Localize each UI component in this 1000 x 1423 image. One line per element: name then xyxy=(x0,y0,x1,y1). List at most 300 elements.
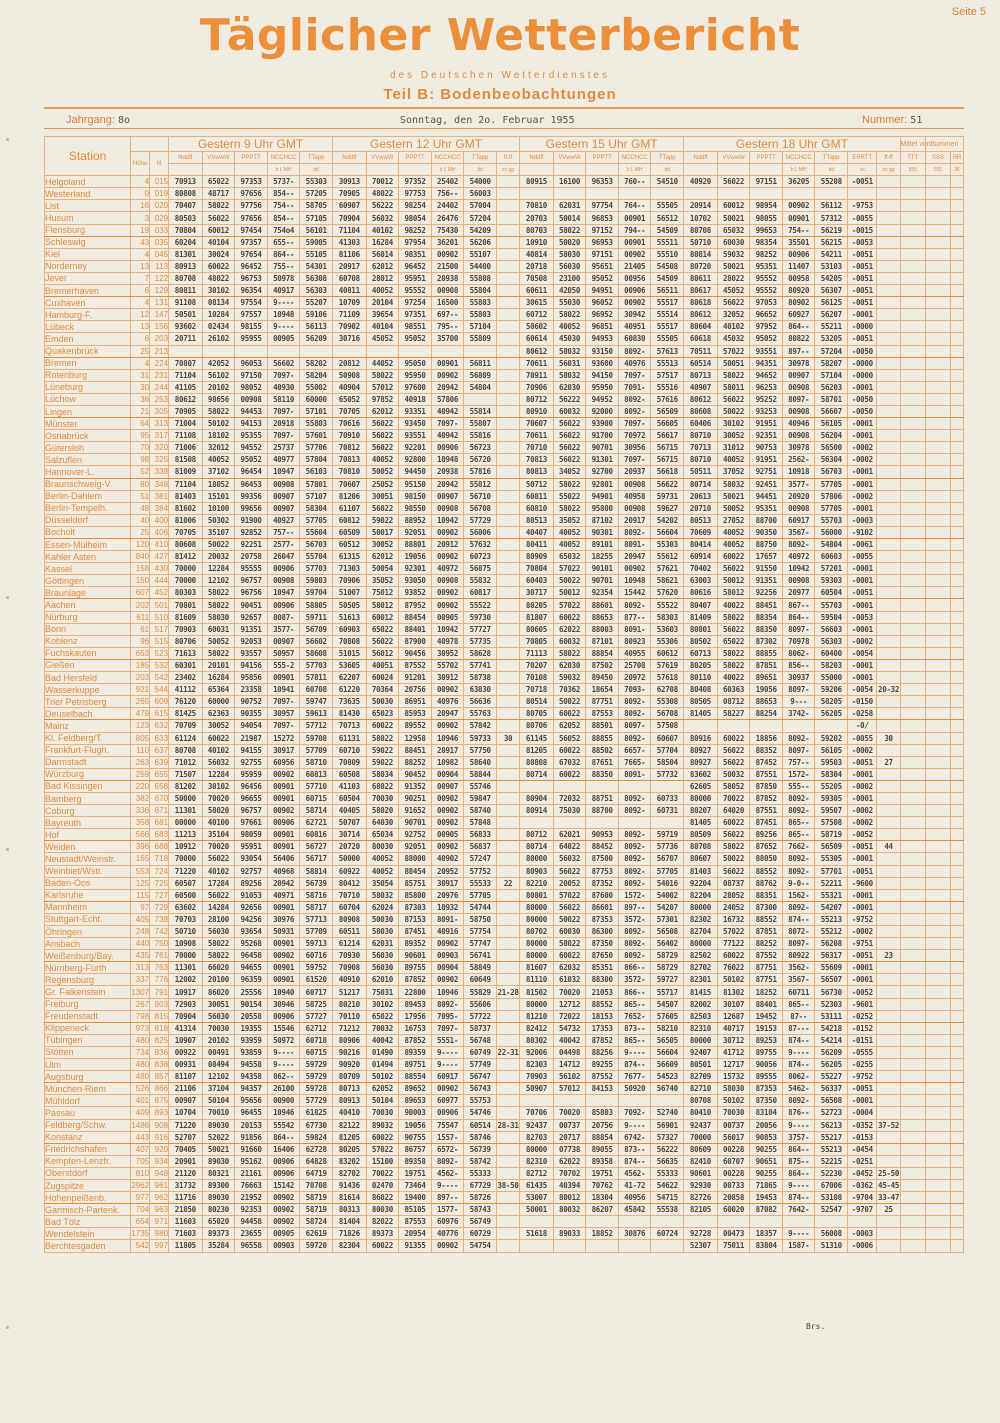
obs-cell xyxy=(496,369,519,381)
station-meta: 761 xyxy=(150,950,169,962)
obs-cell xyxy=(900,926,925,938)
obs-cell: 60504 xyxy=(815,587,848,599)
obs-cell: 57735 xyxy=(464,635,497,647)
obs-cell: 65022 xyxy=(717,635,750,647)
obs-cell: 97151 xyxy=(586,248,619,260)
obs-cell: 30051 xyxy=(202,998,235,1010)
obs-cell: 64020 xyxy=(717,805,750,817)
obs-cell: 94451 xyxy=(750,490,783,502)
obs-cell: 40951 xyxy=(618,321,651,333)
obs-cell: 56603 xyxy=(815,623,848,635)
obs-cell: 87--- xyxy=(782,1022,815,1034)
obs-cell: 8092- xyxy=(782,1095,815,1107)
obs-cell: 8092- xyxy=(782,901,815,913)
obs-cell: 57754 xyxy=(464,926,497,938)
obs-cell: 55030 xyxy=(553,297,586,309)
obs-cell: 10704 xyxy=(169,1107,203,1119)
obs-cell: 98354 xyxy=(750,236,783,248)
obs-cell: 80205 xyxy=(684,659,718,671)
col-sub-unit: h L MH xyxy=(267,164,300,176)
obs-cell: 60022 xyxy=(553,744,586,756)
obs-cell: 53103 xyxy=(815,260,848,272)
col-sub-unit: h L MH xyxy=(618,164,651,176)
obs-cell: 40972 xyxy=(782,551,815,563)
obs-cell: 89652 xyxy=(399,1083,432,1095)
obs-cell xyxy=(951,1071,964,1083)
table-row xyxy=(45,901,964,913)
obs-cell xyxy=(877,986,900,998)
obs-cell: 87552 xyxy=(586,1071,619,1083)
obs-cell: 16753 xyxy=(399,1022,432,1034)
obs-cell xyxy=(877,962,900,974)
obs-cell: 7097- xyxy=(267,369,300,381)
obs-cell: 81107 xyxy=(169,1071,203,1083)
obs-cell: 80207 xyxy=(684,805,718,817)
station-meta: 655 xyxy=(150,768,169,780)
obs-cell: 50972 xyxy=(267,1034,300,1046)
obs-cell: 30102 xyxy=(202,285,235,297)
obs-cell xyxy=(553,780,586,792)
obs-cell: -0001 xyxy=(848,853,877,865)
table-row xyxy=(45,333,964,345)
obs-cell: 80702 xyxy=(520,926,554,938)
obs-cell: 59728 xyxy=(300,1083,333,1095)
station-meta: 553 xyxy=(131,865,150,877)
obs-cell: 90701 xyxy=(586,575,619,587)
obs-cell: 50931 xyxy=(267,926,300,938)
obs-cell: 55207 xyxy=(300,297,333,309)
obs-cell: 57706 xyxy=(300,442,333,454)
obs-cell: 70022 xyxy=(717,792,750,804)
obs-cell: 93150 xyxy=(586,345,619,357)
station-meta: 681 xyxy=(150,817,169,829)
table-row xyxy=(45,1059,964,1071)
obs-cell: 00901 xyxy=(267,901,300,913)
station-meta: 815 xyxy=(150,1010,169,1022)
obs-cell xyxy=(877,236,900,248)
obs-cell: 40022 xyxy=(717,599,750,611)
obs-cell: 56304 xyxy=(815,454,848,466)
obs-cell: 757-- xyxy=(782,756,815,768)
obs-cell xyxy=(496,478,519,490)
station-meta: 542 xyxy=(150,672,169,684)
obs-cell: 98254 xyxy=(399,200,432,212)
obs-cell: 80920 xyxy=(782,285,815,297)
obs-cell xyxy=(925,442,950,454)
obs-cell: -0001 xyxy=(848,792,877,804)
block-12-gmt: Gestern 12 Uhr GMT xyxy=(333,137,520,152)
obs-cell: 57741 xyxy=(464,659,497,671)
obs-cell: 14284 xyxy=(202,901,235,913)
obs-cell: 862-- xyxy=(267,1071,300,1083)
obs-cell: 48022 xyxy=(366,188,399,200)
obs-cell: 54509 xyxy=(651,272,684,284)
station-meta: 338 xyxy=(150,466,169,478)
obs-cell: 87651 xyxy=(586,756,619,768)
obs-cell: 86951 xyxy=(399,696,432,708)
obs-cell xyxy=(925,926,950,938)
obs-cell: 40102 xyxy=(366,224,399,236)
obs-cell: 58844 xyxy=(464,768,497,780)
obs-cell: 873-- xyxy=(618,1022,651,1034)
station-meta: 98 xyxy=(131,454,150,466)
obs-cell: 58227 xyxy=(717,708,750,720)
station-name: Mühldorf xyxy=(45,1095,131,1107)
station-name: Münster xyxy=(45,418,131,430)
obs-cell xyxy=(900,1095,925,1107)
obs-cell: 60607 xyxy=(651,732,684,744)
obs-cell xyxy=(877,1240,900,1252)
obs-cell: 54002 xyxy=(651,889,684,901)
station-meta: 791 xyxy=(150,986,169,998)
obs-cell: 90251 xyxy=(399,792,432,804)
obs-cell xyxy=(951,1167,964,1179)
obs-cell xyxy=(925,635,950,647)
obs-cell: 81202 xyxy=(169,780,203,792)
obs-cell xyxy=(618,1240,651,1252)
obs-cell xyxy=(951,1010,964,1022)
obs-cell: 63830 xyxy=(464,684,497,696)
obs-cell: 56012 xyxy=(366,647,399,659)
obs-cell: 3567- xyxy=(782,526,815,538)
obs-cell: 874-- xyxy=(618,1155,651,1167)
obs-cell: 10910 xyxy=(520,236,554,248)
station-meta: 542 xyxy=(131,1240,150,1252)
obs-cell: 50020 xyxy=(553,236,586,248)
obs-cell: 00908 xyxy=(431,285,464,297)
obs-cell: 55803 xyxy=(464,297,497,309)
station-name: Gießen xyxy=(45,659,131,671)
obs-cell: 80030 xyxy=(366,1204,399,1216)
obs-cell: 90651 xyxy=(750,1155,783,1167)
col-sub: TTT xyxy=(900,152,925,164)
station-meta: 738 xyxy=(150,913,169,925)
obs-cell: -0051 xyxy=(848,272,877,284)
obs-cell: 56617 xyxy=(651,430,684,442)
obs-cell: 87353 xyxy=(586,913,619,925)
obs-cell: 80611 xyxy=(684,272,718,284)
obs-cell xyxy=(496,913,519,925)
obs-cell: 89030 xyxy=(202,1192,235,1204)
table-row xyxy=(45,405,964,417)
obs-cell: 80303 xyxy=(169,587,203,599)
obs-cell xyxy=(877,792,900,804)
obs-cell xyxy=(496,1034,519,1046)
obs-cell xyxy=(925,732,950,744)
obs-cell: 40942 xyxy=(431,430,464,442)
station-meta: 688 xyxy=(150,841,169,853)
obs-cell: -0/ xyxy=(848,720,877,732)
obs-cell: 00908 xyxy=(782,430,815,442)
table-row xyxy=(45,297,964,309)
obs-cell: 59032 xyxy=(717,248,750,260)
obs-cell: 1557- xyxy=(431,1131,464,1143)
obs-cell: 58714 xyxy=(300,805,333,817)
obs-cell xyxy=(951,309,964,321)
obs-cell: 30052 xyxy=(202,720,235,732)
obs-cell: 64022 xyxy=(553,841,586,853)
obs-cell: 8092- xyxy=(431,998,464,1010)
obs-cell: 91351 xyxy=(750,575,783,587)
obs-cell: 56022 xyxy=(366,635,399,647)
obs-cell: 50957 xyxy=(267,647,300,659)
obs-cell: 80414 xyxy=(684,539,718,551)
obs-cell: 10940 xyxy=(267,986,300,998)
obs-cell: 31012 xyxy=(717,442,750,454)
obs-cell: 00901 xyxy=(618,212,651,224)
obs-cell: 50017 xyxy=(366,526,399,538)
obs-cell: 80000 xyxy=(684,792,718,804)
obs-cell xyxy=(951,1034,964,1046)
obs-cell: 00906 xyxy=(267,1155,300,1167)
obs-cell: 40052 xyxy=(553,321,586,333)
obs-cell: 92051 xyxy=(399,841,432,853)
table-row xyxy=(45,466,964,478)
obs-cell: 00906 xyxy=(618,285,651,297)
station-meta: 893 xyxy=(150,1107,169,1119)
obs-cell: 56505 xyxy=(651,1034,684,1046)
obs-cell: 17956 xyxy=(399,1010,432,1022)
table-row xyxy=(45,1131,964,1143)
obs-cell: 92800 xyxy=(399,454,432,466)
obs-cell: 97557 xyxy=(235,309,268,321)
obs-cell: 87451 xyxy=(399,926,432,938)
obs-cell xyxy=(496,442,519,454)
obs-cell: 6742- xyxy=(618,1131,651,1143)
obs-cell: 88000 xyxy=(399,853,432,865)
obs-cell xyxy=(925,478,950,490)
obs-cell xyxy=(951,696,964,708)
obs-cell: 88451 xyxy=(750,599,783,611)
obs-cell: 866-- xyxy=(618,986,651,998)
obs-cell: 56809 xyxy=(464,369,497,381)
obs-cell: 18357 xyxy=(750,1228,783,1240)
obs-cell: 12712 xyxy=(553,998,586,1010)
table-row xyxy=(45,599,964,611)
obs-cell xyxy=(877,514,900,526)
obs-cell: 19453 xyxy=(750,1192,783,1204)
obs-cell xyxy=(496,1071,519,1083)
obs-cell: 00906 xyxy=(267,563,300,575)
obs-cell: 11407 xyxy=(782,260,815,272)
obs-cell: 10942 xyxy=(431,514,464,526)
obs-cell: 65034 xyxy=(366,829,399,841)
obs-cell: 87600 xyxy=(586,889,619,901)
obs-cell: 874-- xyxy=(782,913,815,925)
obs-cell: -0051 xyxy=(848,756,877,768)
obs-cell: 76663 xyxy=(235,1179,268,1191)
obs-cell: 45052 xyxy=(717,285,750,297)
obs-cell xyxy=(877,1046,900,1058)
obs-cell: 56605 xyxy=(651,418,684,430)
col-sub-unit xyxy=(520,164,554,176)
obs-cell: 54400 xyxy=(464,260,497,272)
obs-cell: 57022 xyxy=(717,926,750,938)
obs-cell: 7097- xyxy=(267,696,300,708)
report-date xyxy=(400,114,575,126)
obs-cell: 56604 xyxy=(651,526,684,538)
obs-cell xyxy=(900,1143,925,1155)
obs-cell: 83602 xyxy=(684,768,718,780)
obs-cell xyxy=(925,913,950,925)
obs-cell xyxy=(496,563,519,575)
obs-cell: 70813 xyxy=(520,454,554,466)
obs-cell: 50052 xyxy=(202,635,235,647)
obs-cell: 55227 xyxy=(815,1071,848,1083)
station-name: Zugspitze xyxy=(45,1179,131,1191)
obs-cell: 82022 xyxy=(366,1216,399,1228)
station-meta: 253 xyxy=(150,393,169,405)
table-row xyxy=(45,224,964,236)
obs-cell: 59708 xyxy=(300,732,333,744)
obs-cell: 93959 xyxy=(235,1034,268,1046)
obs-cell: 20901 xyxy=(169,1155,203,1167)
obs-cell xyxy=(900,1119,925,1131)
obs-cell: 18153 xyxy=(586,1010,619,1022)
obs-cell: 96757 xyxy=(235,575,268,587)
obs-cell: 80000 xyxy=(520,938,554,950)
obs-cell: 57811 xyxy=(300,672,333,684)
station-meta: 671 xyxy=(150,805,169,817)
obs-cell: 8092- xyxy=(618,405,651,417)
obs-cell: 70718 xyxy=(520,684,554,696)
obs-cell xyxy=(951,1228,964,1240)
obs-cell: 57709 xyxy=(300,926,333,938)
col-sub: PPPTT xyxy=(750,152,783,164)
col-sub-unit xyxy=(366,164,399,176)
obs-cell: 56402 xyxy=(651,938,684,950)
obs-cell: 10947 xyxy=(267,466,300,478)
obs-cell: 98155 xyxy=(235,321,268,333)
obs-cell: 97554 xyxy=(235,297,268,309)
obs-cell: 80808 xyxy=(520,756,554,768)
obs-cell: 8062- xyxy=(782,1071,815,1083)
obs-cell: 00902 xyxy=(267,1216,300,1228)
obs-cell: 95552 xyxy=(750,285,783,297)
obs-cell xyxy=(496,357,519,369)
obs-cell: 56303 xyxy=(300,285,333,297)
obs-cell: 7097- xyxy=(267,720,300,732)
obs-cell: 70813 xyxy=(333,454,367,466)
obs-cell: 57709 xyxy=(300,744,333,756)
obs-cell: 58743 xyxy=(464,1204,497,1216)
obs-cell: 35052 xyxy=(553,514,586,526)
obs-cell xyxy=(496,526,519,538)
obs-cell: 70910 xyxy=(333,430,367,442)
obs-cell: 59106 xyxy=(300,309,333,321)
obs-cell: 70020 xyxy=(202,792,235,804)
obs-cell: 94155 xyxy=(235,744,268,756)
obs-cell: 80411 xyxy=(520,539,554,551)
obs-cell xyxy=(900,563,925,575)
obs-cell: 60363 xyxy=(717,684,750,696)
obs-cell: 70710 xyxy=(333,889,367,901)
obs-cell xyxy=(877,998,900,1010)
obs-cell: 62605 xyxy=(684,780,718,792)
obs-cell: 12002 xyxy=(169,974,203,986)
table-row xyxy=(45,454,964,466)
obs-cell: 92354 xyxy=(586,587,619,599)
obs-cell: 56708 xyxy=(651,708,684,720)
obs-cell: -9600 xyxy=(848,877,877,889)
obs-cell: 28100 xyxy=(202,913,235,925)
obs-cell: 86300 xyxy=(586,926,619,938)
obs-cell: 56003 xyxy=(464,188,497,200)
obs-cell xyxy=(496,176,519,188)
obs-cell: 87302 xyxy=(750,635,783,647)
obs-cell: 57705 xyxy=(464,889,497,901)
obs-cell: 71109 xyxy=(333,309,367,321)
obs-cell: 58750 xyxy=(464,913,497,925)
obs-cell xyxy=(951,551,964,563)
obs-cell: 55505 xyxy=(651,333,684,345)
obs-cell: 60977 xyxy=(431,1095,464,1107)
table-row xyxy=(45,393,964,405)
station-meta: 4 xyxy=(131,176,150,188)
obs-cell xyxy=(496,901,519,913)
obs-cell: 00904 xyxy=(431,962,464,974)
obs-cell: 58304 xyxy=(300,502,333,514)
obs-cell: 70207 xyxy=(520,659,554,671)
obs-cell: 58204 xyxy=(300,369,333,381)
obs-cell: 50712 xyxy=(520,478,554,490)
obs-cell: 87082 xyxy=(750,1204,783,1216)
obs-cell xyxy=(951,732,964,744)
obs-cell: 8097- xyxy=(782,623,815,635)
obs-cell: 98954 xyxy=(750,200,783,212)
obs-cell: 72903 xyxy=(169,998,203,1010)
obs-cell: 90701 xyxy=(586,442,619,454)
obs-cell: 52211 xyxy=(815,877,848,889)
obs-cell: 25556 xyxy=(235,986,268,998)
obs-cell xyxy=(235,345,268,357)
obs-cell: 58022 xyxy=(717,841,750,853)
obs-cell xyxy=(877,369,900,381)
obs-cell xyxy=(951,176,964,188)
obs-cell: 37104 xyxy=(202,1083,235,1095)
obs-cell: 21987 xyxy=(235,732,268,744)
obs-cell: 88454 xyxy=(399,865,432,877)
table-row xyxy=(45,1022,964,1034)
obs-cell: 56715 xyxy=(651,442,684,454)
obs-cell xyxy=(520,188,554,200)
obs-cell: 60400 xyxy=(815,647,848,659)
obs-cell: 80713 xyxy=(684,369,718,381)
obs-cell xyxy=(900,405,925,417)
obs-cell: 01494 xyxy=(366,1059,399,1071)
obs-cell: 82210 xyxy=(520,877,554,889)
obs-cell xyxy=(925,200,950,212)
obs-cell: 50102 xyxy=(366,1071,399,1083)
obs-cell: 40811 xyxy=(333,285,367,297)
obs-cell: 55814 xyxy=(464,405,497,417)
obs-cell xyxy=(925,526,950,538)
obs-cell xyxy=(951,841,964,853)
station-meta: 3 xyxy=(131,212,150,224)
obs-cell xyxy=(900,1071,925,1083)
station-meta: 658 xyxy=(150,780,169,792)
obs-cell xyxy=(900,962,925,974)
obs-cell: 754-- xyxy=(782,224,815,236)
obs-cell: 70978 xyxy=(782,635,815,647)
obs-cell: 3572- xyxy=(618,913,651,925)
station-name: Gr. Falkenstein xyxy=(45,986,131,998)
obs-cell: 10709 xyxy=(333,297,367,309)
obs-cell: 56717 xyxy=(300,853,333,865)
obs-cell: 88401 xyxy=(399,623,432,635)
obs-cell: 80501 xyxy=(684,1059,718,1071)
obs-cell: 12717 xyxy=(717,1059,750,1071)
